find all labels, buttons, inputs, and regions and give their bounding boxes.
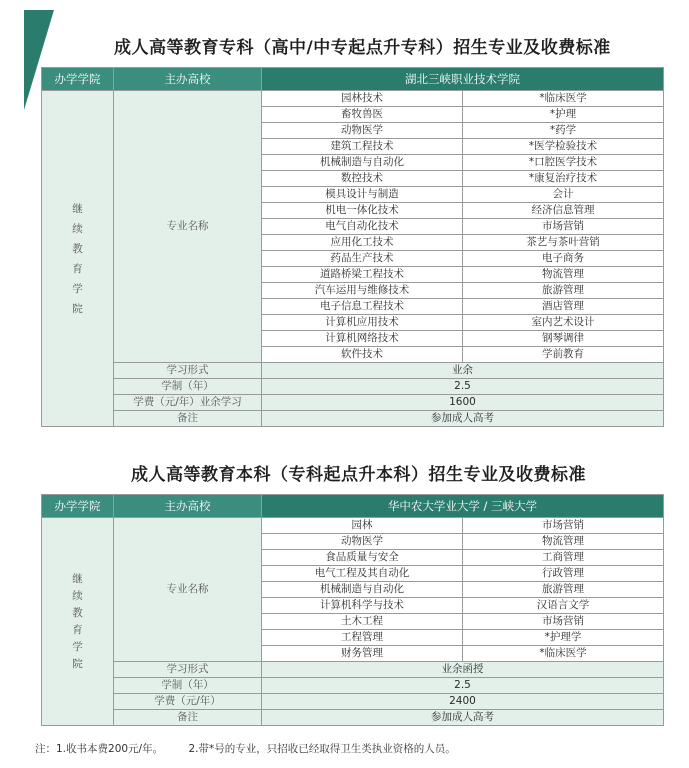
tuition-fee-label: 学费（元/年）	[114, 694, 262, 710]
major-right-12: 旅游管理	[463, 283, 664, 299]
major-left-4: 机械制造与自动化	[262, 155, 463, 171]
school-name: 继续教育学院	[72, 202, 83, 315]
major-right-6: 会计	[463, 187, 664, 203]
remark-value: 参加成人高考	[262, 411, 664, 427]
major-left-9: 应用化工技术	[262, 235, 463, 251]
major-right-6: 市场营销	[463, 614, 664, 630]
study-form-value: 业余	[262, 363, 664, 379]
tuition-fee-row	[42, 694, 664, 710]
major-label: 专业名称	[114, 518, 262, 662]
major-right-2: *药学	[463, 123, 664, 139]
remark-row	[42, 710, 664, 726]
study-years-label: 学制（年）	[114, 678, 262, 694]
major-right-5: *康复治疗技术	[463, 171, 664, 187]
major-left-10: 药品生产技术	[262, 251, 463, 267]
major-left-3: 建筑工程技术	[262, 139, 463, 155]
major-left-7: 工程管理	[262, 630, 463, 646]
major-right-3: 行政管理	[463, 566, 664, 582]
major-left-12: 汽车运用与维修技术	[262, 283, 463, 299]
footnote-2: 2.带*号的专业，只招收已经取得卫生类执业资格的人员。	[188, 743, 456, 755]
major-right-10: 电子商务	[463, 251, 664, 267]
major-right-4: 旅游管理	[463, 582, 664, 598]
major-left-1: 动物医学	[262, 534, 463, 550]
tuition-fee-row	[42, 395, 664, 411]
associate-majors-table	[41, 67, 664, 427]
school-name: 继续教育学院	[72, 572, 83, 670]
major-right-1: *护理	[463, 107, 664, 123]
major-left-7: 机电一体化技术	[262, 203, 463, 219]
major-left-2: 食品质量与安全	[262, 550, 463, 566]
header-host-name: 湖北三峡职业技术学院	[262, 68, 664, 91]
header-host-name: 华中农大学业大学 / 三峡大学	[262, 495, 664, 518]
major-right-7: 经济信息管理	[463, 203, 664, 219]
major-left-6: 模具设计与制造	[262, 187, 463, 203]
major-right-14: 室内艺术设计	[463, 315, 664, 331]
study-form-label: 学习形式	[114, 662, 262, 678]
tuition-fee-label: 学费（元/年）业余学习	[114, 395, 262, 411]
tuition-fee-value: 1600	[262, 395, 664, 411]
study-form-row	[42, 662, 664, 678]
remark-label: 备注	[114, 411, 262, 427]
major-left-5: 计算机科学与技术	[262, 598, 463, 614]
major-left-1: 畜牧兽医	[262, 107, 463, 123]
study-form-value: 业余函授	[262, 662, 664, 678]
page-title-bachelor: 成人高等教育本科（专科起点升本科）招生专业及收费标准	[131, 465, 586, 485]
major-right-4: *口腔医学技术	[463, 155, 664, 171]
major-right-11: 物流管理	[463, 267, 664, 283]
table-row	[42, 518, 664, 534]
study-years-label: 学制（年）	[114, 379, 262, 395]
major-left-14: 计算机应用技术	[262, 315, 463, 331]
remark-row	[42, 411, 664, 427]
tuition-fee-value: 2400	[262, 694, 664, 710]
study-years-value: 2.5	[262, 379, 664, 395]
major-right-15: 钢琴调律	[463, 331, 664, 347]
footnote	[35, 741, 478, 756]
major-left-2: 动物医学	[262, 123, 463, 139]
major-left-0: 园林技术	[262, 91, 463, 107]
major-left-6: 土木工程	[262, 614, 463, 630]
major-right-5: 汉语言文学	[463, 598, 664, 614]
major-left-0: 园林	[262, 518, 463, 534]
header-host: 主办高校	[114, 495, 262, 518]
major-left-16: 软件技术	[262, 347, 463, 363]
major-left-11: 道路桥梁工程技术	[262, 267, 463, 283]
major-left-13: 电子信息工程技术	[262, 299, 463, 315]
major-right-0: *临床医学	[463, 91, 664, 107]
remark-label: 备注	[114, 710, 262, 726]
footnote-1: 注：1.收书本费200元/年。	[35, 743, 164, 755]
school-name-cell	[42, 91, 114, 427]
major-left-15: 计算机网络技术	[262, 331, 463, 347]
study-years-value: 2.5	[262, 678, 664, 694]
major-right-8: *临床医学	[463, 646, 664, 662]
header-host: 主办高校	[114, 68, 262, 91]
study-years-row	[42, 379, 664, 395]
major-right-1: 物流管理	[463, 534, 664, 550]
major-label: 专业名称	[114, 91, 262, 363]
header-school: 办学学院	[42, 495, 114, 518]
major-left-8: 电气自动化技术	[262, 219, 463, 235]
study-form-row	[42, 363, 664, 379]
school-name-cell	[42, 518, 114, 726]
major-right-3: *医学检验技术	[463, 139, 664, 155]
major-right-0: 市场营销	[463, 518, 664, 534]
bachelor-majors-table	[41, 494, 664, 726]
major-left-3: 电气工程及其自动化	[262, 566, 463, 582]
study-years-row	[42, 678, 664, 694]
page-title-associate: 成人高等教育专科（高中/中专起点升专科）招生专业及收费标准	[114, 38, 611, 58]
major-right-16: 学前教育	[463, 347, 664, 363]
major-right-2: 工商管理	[463, 550, 664, 566]
remark-value: 参加成人高考	[262, 710, 664, 726]
major-right-13: 酒店管理	[463, 299, 664, 315]
header-school: 办学学院	[42, 68, 114, 91]
major-left-8: 财务管理	[262, 646, 463, 662]
major-right-8: 市场营销	[463, 219, 664, 235]
major-right-7: *护理学	[463, 630, 664, 646]
major-right-9: 茶艺与茶叶营销	[463, 235, 664, 251]
major-left-4: 机械制造与自动化	[262, 582, 463, 598]
major-left-5: 数控技术	[262, 171, 463, 187]
study-form-label: 学习形式	[114, 363, 262, 379]
table-row	[42, 91, 664, 107]
